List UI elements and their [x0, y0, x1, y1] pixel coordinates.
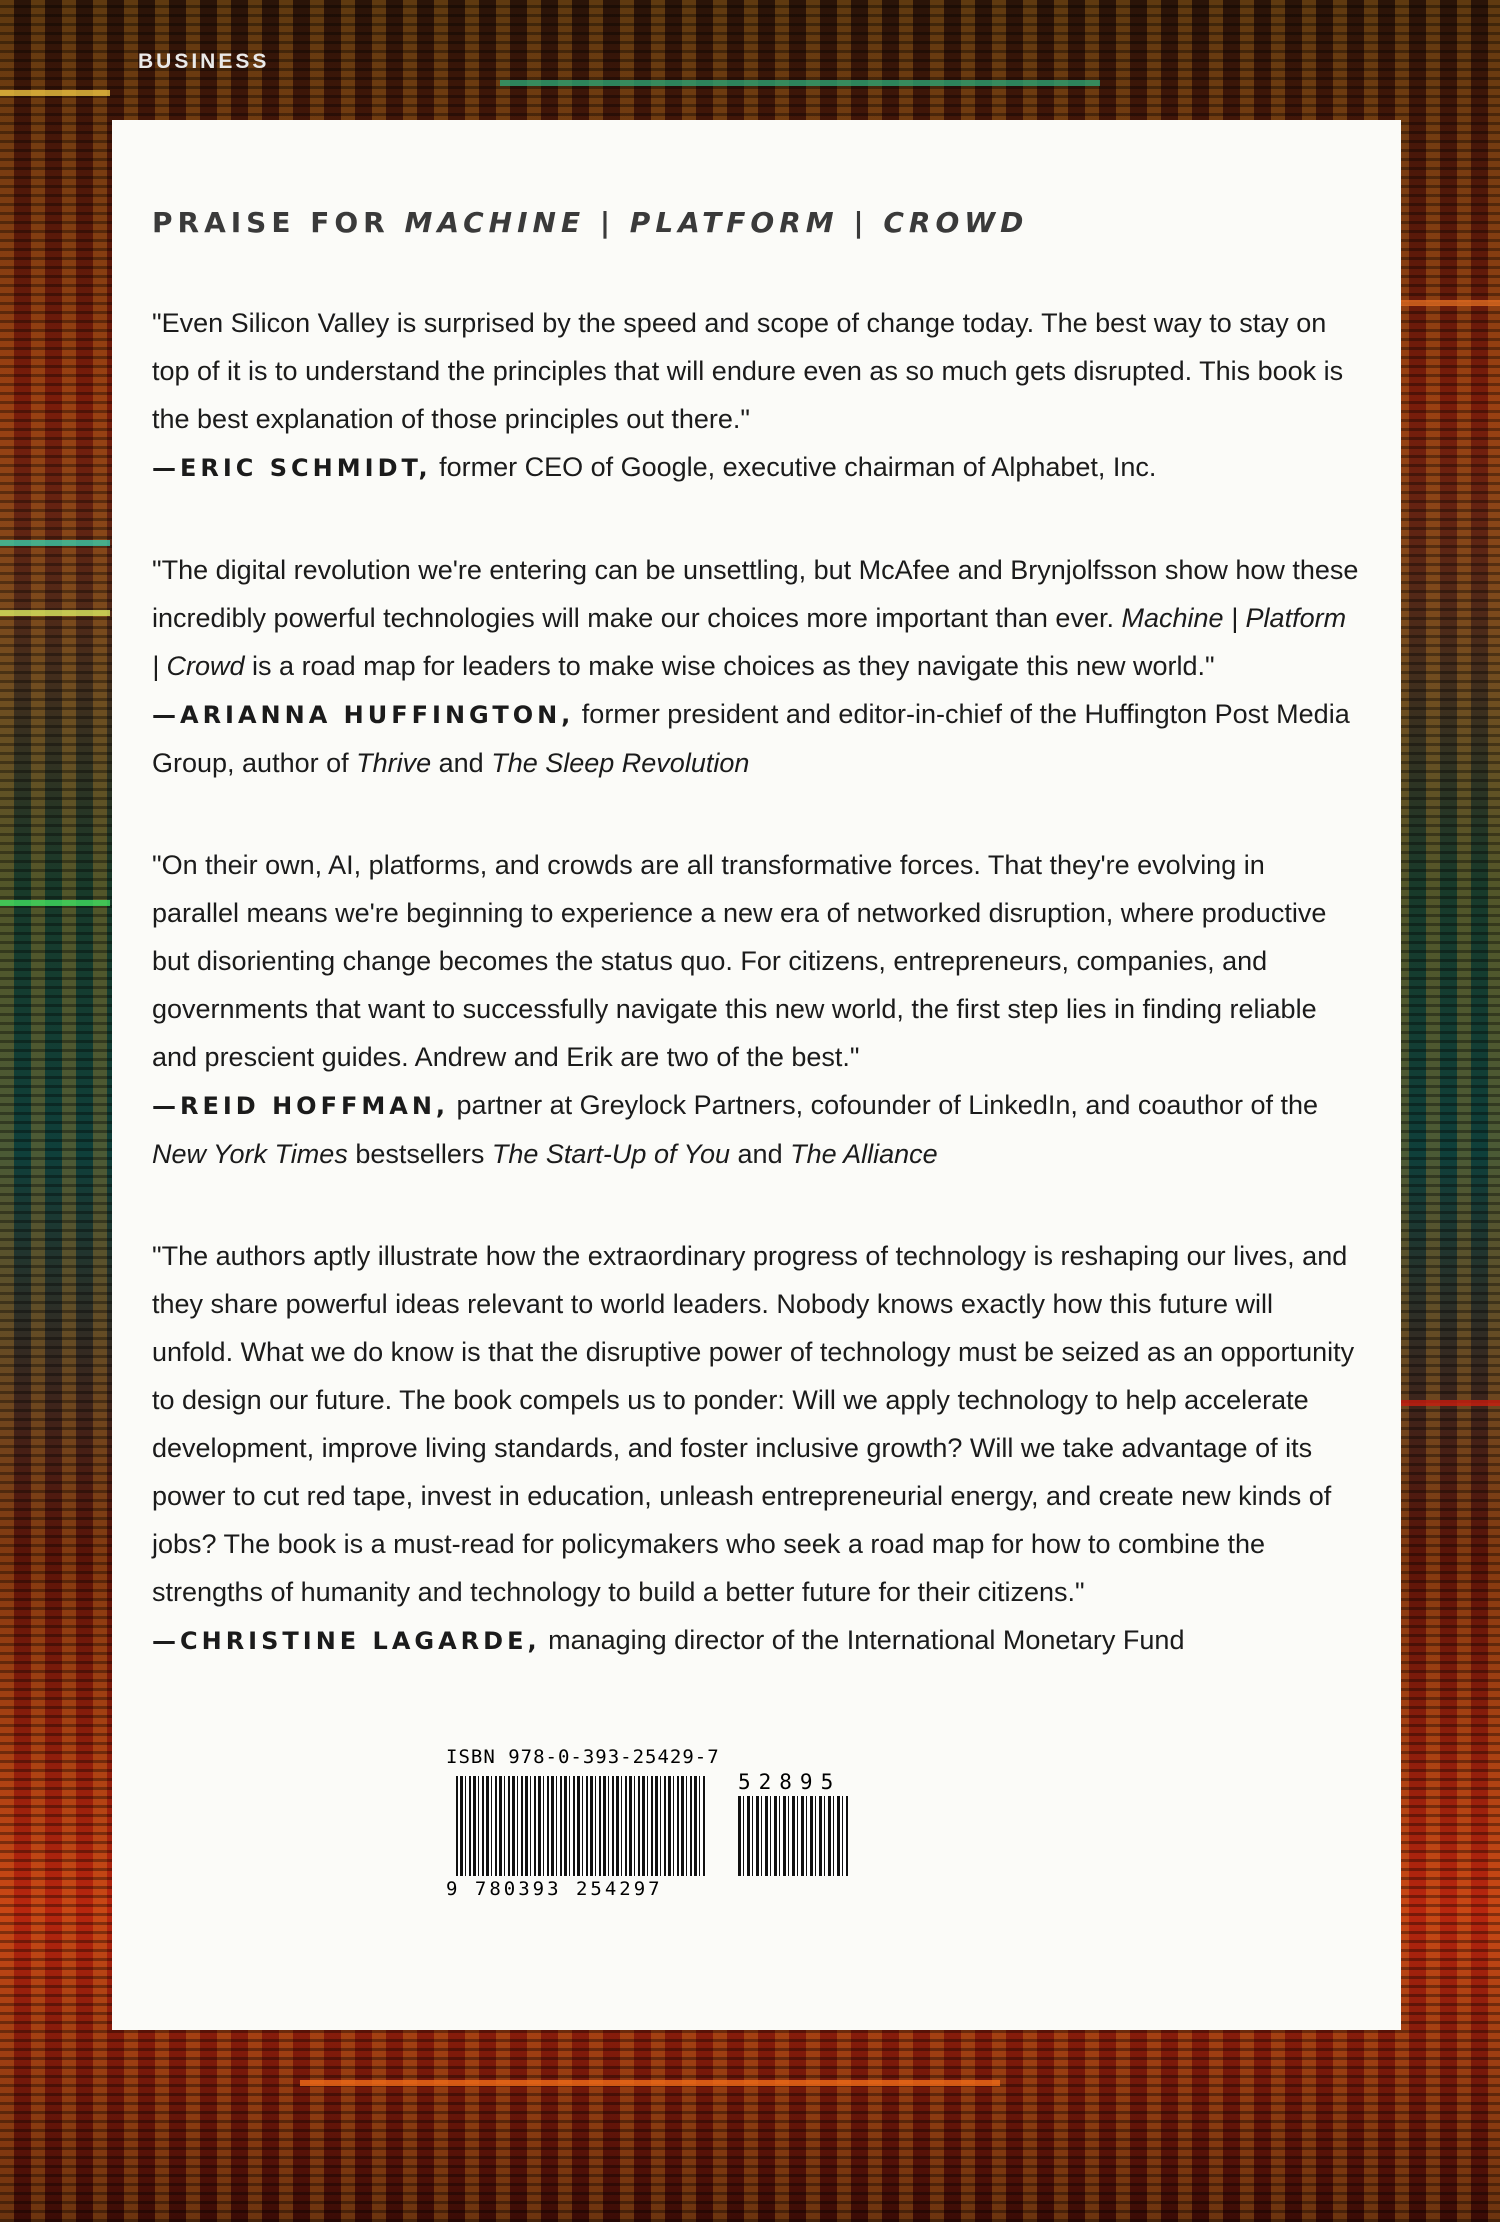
quote-author-role: managing director of the International Monetary Fund	[540, 1625, 1185, 1655]
quote-block	[152, 299, 1359, 492]
quote-text: "On their own, AI, platforms, and crowds are all transformative forces. That they're evolving in parallel means we're beginning to experience a new era of networked disruption, where productive but disorienting change becomes the status quo. For citizens, entrepreneurs, companies, and governments that want to successfully navigate this new world, the first step lies in finding reliable and prescient guides. Andrew and Erik are two of the best."	[152, 850, 1327, 1072]
barcode-digits: 9 780393 254297	[446, 1878, 663, 1900]
quote-text: "Even Silicon Valley is surprised by the speed and scope of change today. The best way to stay on top of it is to understand the principles that will endure even as so much gets disrupted. This book is the best explanation of those principles out there."	[152, 308, 1344, 434]
background-streak	[0, 900, 110, 906]
background-streak	[500, 80, 1100, 86]
background-streak	[0, 610, 110, 616]
isbn-barcode	[446, 1746, 866, 1900]
quote-attribution	[152, 443, 1359, 492]
quote-attribution	[152, 1616, 1359, 1665]
quote-author-role: former president and editor-in-chief of the Huffington Post Media Group, author of	[152, 699, 1350, 778]
book-title: Thrive	[356, 748, 432, 778]
praise-panel	[112, 120, 1401, 2030]
book-title: The Alliance	[790, 1139, 938, 1169]
background-streak	[1401, 300, 1500, 306]
quote-author-role: partner at Greylock Partners, cofounder of LinkedIn, and coauthor of the	[449, 1090, 1319, 1120]
quote-text-part: "The digital revolution we're entering can be unsettling, but McAfee and Brynjolfsson show how these incredibly powerful technologies will make our choices more important than ever.	[152, 555, 1359, 633]
quote-block	[152, 841, 1359, 1178]
barcode-bars	[456, 1776, 706, 1876]
quote-text-title: Machine | Platform | Crowd	[152, 603, 1347, 681]
quote-author: —CHRISTINE LAGARDE,	[152, 1627, 541, 1655]
quote-text: "The authors aptly illustrate how the extraordinary progress of technology is reshaping our lives, and they share powerful ideas relevant to world leaders. Nobody knows exactly how this future will unfold. What we do know is that the disruptive power of technology must be seized as an opportunity to design our future. The book compels us to ponder: Will we apply technology to help accelerate development, improve living standards, and foster inclusive growth? Will we take advantage of its power to cut red tape, invest in education, unleash entrepreneurial energy, and create new kinds of jobs? The book is a must-read for policymakers who seek a road map for how to combine the strengths of humanity and technology to build a better future for their citizens."	[152, 1241, 1355, 1607]
quote-author: —REID HOFFMAN,	[152, 1092, 450, 1120]
publication-title: New York Times	[152, 1139, 348, 1169]
isbn-label: ISBN 978-0-393-25429-7	[446, 1746, 720, 1768]
quote-text-part: is a road map for leaders to make wise choices as they navigate this new world."	[244, 651, 1215, 681]
quote-block	[152, 546, 1359, 787]
quote-attribution	[152, 1081, 1359, 1178]
background-streak	[0, 540, 110, 546]
barcode-addon-bars	[738, 1796, 848, 1876]
quote-author-role: and	[431, 748, 492, 778]
background-streak	[1401, 1400, 1500, 1406]
quote-author: —ERIC SCHMIDT,	[152, 454, 432, 482]
book-title: The Sleep Revolution	[491, 748, 750, 778]
praise-heading-prefix: PRAISE FOR	[152, 206, 390, 239]
barcode-addon-number: 52895	[738, 1770, 842, 1794]
background-streak	[300, 2080, 1000, 2086]
quote-author-role: bestsellers	[347, 1139, 492, 1169]
quote-author: —ARIANNA HUFFINGTON,	[152, 701, 575, 729]
quote-block	[152, 1232, 1359, 1665]
quote-text	[152, 546, 1359, 690]
book-title: The Start-Up of You	[491, 1139, 731, 1169]
quote-author-role: and	[730, 1139, 791, 1169]
background-streak	[0, 90, 110, 96]
praise-heading	[152, 206, 1359, 239]
quote-attribution	[152, 690, 1359, 787]
praise-heading-title: MACHINE | PLATFORM | CROWD	[404, 206, 1029, 239]
category-label: BUSINESS	[138, 50, 270, 73]
quote-author-role: former CEO of Google, executive chairman of Alphabet, Inc.	[431, 452, 1157, 482]
